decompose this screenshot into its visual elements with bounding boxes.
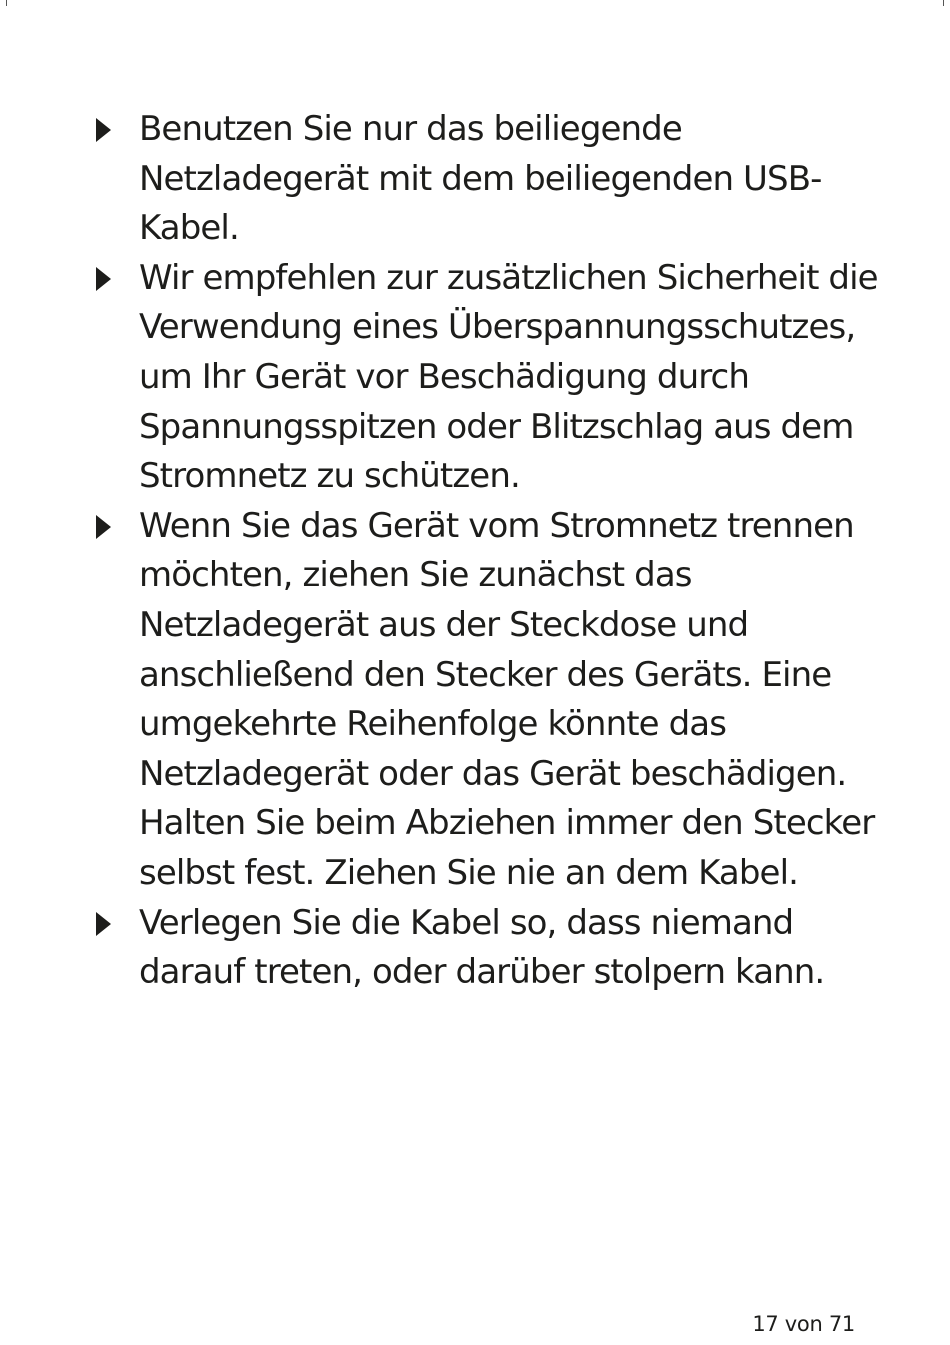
list-item bbox=[96, 502, 896, 899]
list-item-text: Verlegen Sie die Kabel so, dass niemand darauf treten, oder darüber stolpern kann. bbox=[139, 902, 825, 993]
page-number: 17 von 71 bbox=[752, 1312, 855, 1336]
bullet-list bbox=[96, 105, 896, 998]
document-body bbox=[96, 105, 896, 998]
triangle-right-icon bbox=[96, 118, 111, 142]
triangle-right-icon bbox=[96, 267, 111, 291]
list-item-text: Wir empfehlen zur zusätzlichen Sicherheit die Verwendung eines Überspannungsschutzes, um Ihr Gerät vor Beschädigung durch Spannungsspitzen oder Blitzschlag aus dem Stromnetz zu schützen. bbox=[139, 257, 878, 497]
list-item-text: Wenn Sie das Gerät vom Stromnetz trennen möchten, ziehen Sie zunächst das Netzladegerät aus der Steckdose und anschließend den Stecker des Geräts. Eine umgekehrte Reihenfolge könnte das Netzladegerät oder das Gerät beschädigen. Halten Sie beim Abziehen immer den Stecker selbst fest. Ziehen Sie nie an dem Kabel. bbox=[139, 505, 875, 893]
list-item bbox=[96, 254, 896, 502]
triangle-right-icon bbox=[96, 515, 111, 539]
list-item bbox=[96, 899, 896, 998]
list-item bbox=[96, 105, 896, 254]
crop-mark-left bbox=[6, 0, 7, 6]
crop-mark-right bbox=[943, 0, 944, 6]
triangle-right-icon bbox=[96, 912, 111, 936]
list-item-text: Benutzen Sie nur das beiliegende Netzladegerät mit dem beiliegenden USB-Kabel. bbox=[139, 109, 822, 249]
